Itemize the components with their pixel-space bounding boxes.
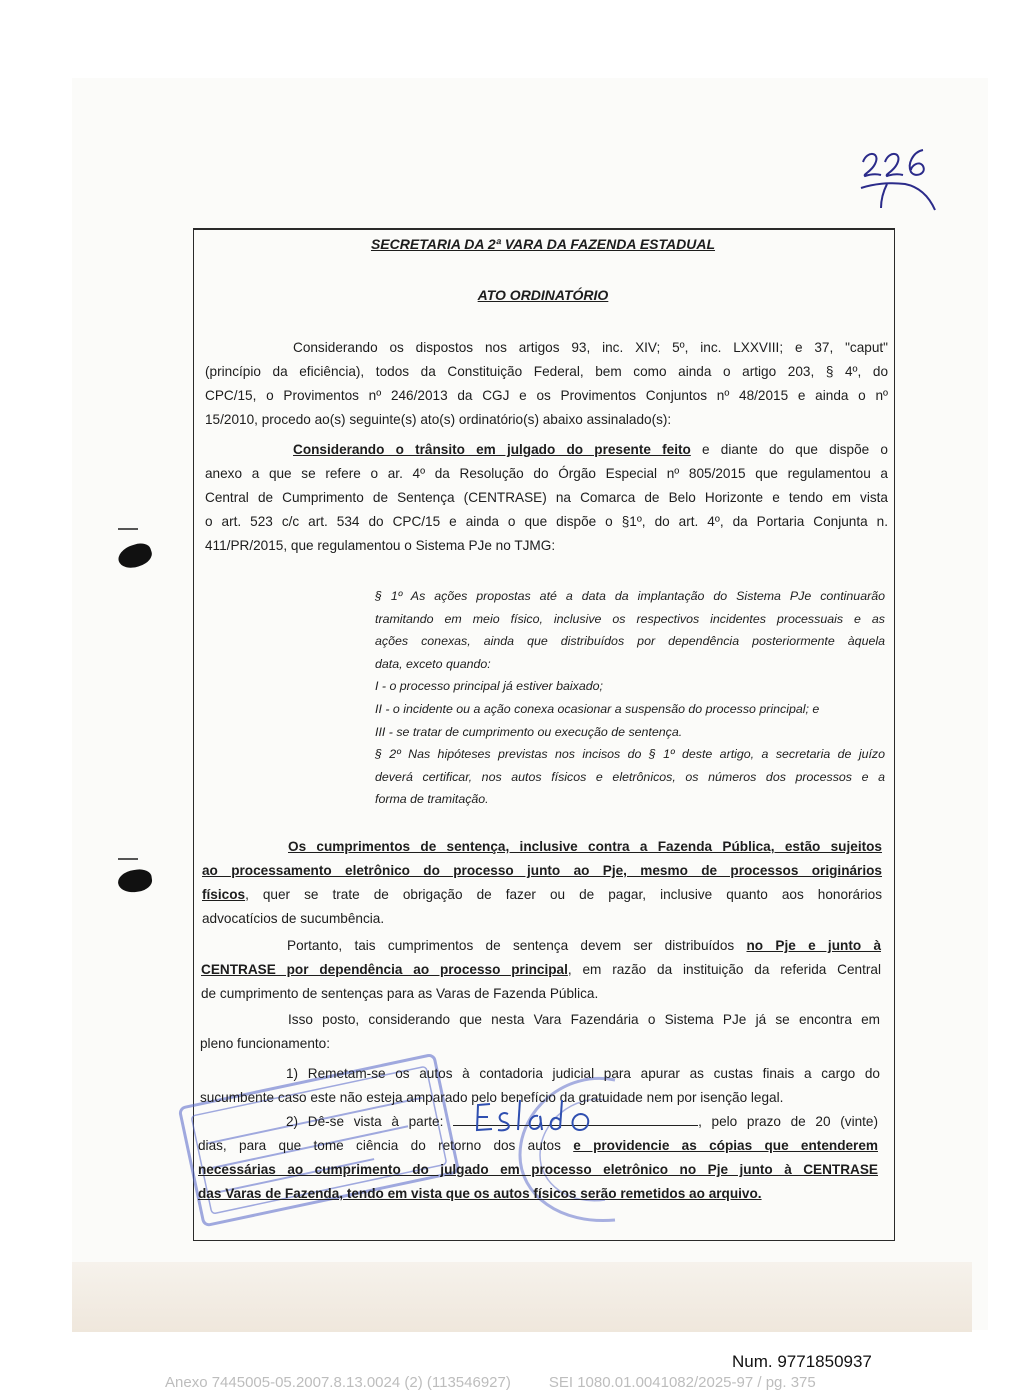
emphasis-text: físicos	[202, 887, 246, 902]
quote-line: III - se tratar de cumprimento ou execução de sentença.	[375, 724, 683, 739]
quote-line: data, exceto quando:	[375, 656, 491, 671]
quote-line: I - o processo principal já estiver baixado;	[375, 679, 603, 694]
emphasis-text: no Pje e junto à	[746, 938, 881, 953]
paragraph-transito	[205, 438, 888, 558]
text-line: necessárias ao cumprimento do julgado em processo eletrônico no Pje junto à CENTRASE	[198, 1162, 878, 1177]
text-line: 1) Remetam-se os autos à contadoria judicial para apurar as custas finais a cargo do	[286, 1066, 880, 1081]
text-line: Central de Cumprimento de Sentença (CENTRASE) na Comarca de Belo Horizonte e tendo em vista	[205, 490, 888, 505]
text-line: anexo a que se refere o ar. 4º da Resolução do Órgão Especial nº 805/2015 que regulamentou a	[205, 466, 888, 481]
text-line: ao processamento eletrônico do processo junto ao Pje, mesmo de processos originários	[202, 863, 882, 878]
text-line: (princípio da eficiência), todos da Constituição Federal, bem como ainda o artigo 203, § 4º, do	[205, 364, 888, 379]
text-line: das Varas de Fazenda, tendo em vista que os autos físicos serão remetidos ao arquivo.	[198, 1186, 762, 1201]
text-fragment: , pelo prazo de 20 (vinte)	[698, 1114, 879, 1129]
text-fragment: , quer se trate de obrigação de fazer ou de pagar, inclusive quanto aos honorários	[245, 887, 882, 902]
quote-line: forma de tramitação.	[375, 792, 489, 807]
text-line	[202, 883, 882, 907]
paragraph-portanto	[201, 934, 881, 1006]
emphasis-text: Considerando o trânsito em julgado do presente feito	[293, 442, 691, 457]
quote-line: deverá certificar, nos autos físicos e eletrônicos, os números dos processos e a	[375, 769, 885, 784]
text-line: sucumbente caso este não esteja amparado pelo benefício da gratuidade nem por isenção legal.	[200, 1090, 784, 1105]
text-line	[201, 958, 881, 982]
text-line: o art. 523 c/c art. 534 do CPC/15 e ainda o que dispõe o §1º, do art. 4º, da Portaria Conjunta n.	[205, 514, 888, 529]
document-number: Num. 9771850937	[732, 1352, 872, 1371]
punch-mark	[118, 858, 138, 860]
quote-line: § 2º Nas hipóteses previstas nos incisos do § 1º deste artigo, a secretaria de juízo	[375, 747, 885, 762]
text-line: 411/PR/2015, que regulamentou o Sistema PJe no TJMG:	[205, 538, 556, 553]
punch-mark	[118, 528, 138, 530]
paragraph-cumprimentos	[202, 835, 882, 931]
legal-quote	[375, 585, 885, 811]
quote-line: § 1º As ações propostas até a data da implantação do Sistema PJe continuarão	[375, 589, 885, 603]
text-line	[205, 438, 888, 462]
text-line: Os cumprimentos de sentença, inclusive contra a Fazenda Pública, estão sujeitos	[288, 839, 882, 854]
text-fragment: Portanto, tais cumprimentos de sentença devem ser distribuídos	[287, 938, 747, 953]
act-title: ATO ORDINATÓRIO	[477, 287, 609, 303]
text-fragment: 2) Dê-se vista à parte:	[286, 1114, 444, 1129]
sei-reference: SEI 1080.01.0041082/2025-97 / pg. 375	[548, 1374, 816, 1391]
annex-reference: Anexo 7445005-05.2007.8.13.0024 (2) (113546927)	[165, 1374, 511, 1391]
text-fragment: , em razão da instituição da referida Central	[567, 962, 881, 977]
text-line: advocatícios de sucumbência.	[202, 911, 385, 926]
quote-line: tramitando em meio físico, inclusive os respectivos incidentes processuais e as	[375, 611, 885, 626]
text-line: CPC/15, o Provimentos nº 246/2013 da CGJ e os Provimentos Conjuntos nº 48/2015 e ainda o nº	[205, 388, 888, 403]
footer-reference	[165, 1374, 816, 1391]
text-line: 15/2010, procedo ao(s) seguinte(s) ato(s) ordinatório(s) abaixo assinalado(s):	[205, 412, 672, 427]
handwritten-page-number	[855, 140, 945, 230]
text-fragment: dias, para que tome ciência do retorno dos autos	[198, 1138, 574, 1153]
text-line: de cumprimento de sentenças para as Varas de Fazenda Pública.	[201, 986, 599, 1001]
text-fragment: e diante do que dispõe o	[690, 442, 888, 457]
emphasis-text: e providencie as cópias que entenderem	[573, 1138, 878, 1153]
quote-line: ações conexas, ainda que distribuídos por dependência posteriormente àquela	[375, 634, 885, 649]
text-line: Isso posto, considerando que nesta Vara Fazendária o Sistema PJe já se encontra em	[288, 1012, 880, 1027]
handwritten-party-name	[472, 1098, 612, 1138]
text-line	[201, 934, 881, 958]
text-line: pleno funcionamento:	[200, 1036, 330, 1051]
paragraph-isso-posto	[200, 1008, 880, 1056]
quote-line: II - o incidente ou a ação conexa ocasionar a suspensão do processo principal; e	[375, 701, 820, 716]
emphasis-text: CENTRASE por dependência ao processo principal	[201, 962, 568, 977]
text-line: Considerando os dispostos nos artigos 93, inc. XIV; 5º, inc. LXXVIII; e 37, "caput"	[293, 340, 888, 355]
secretariat-heading: SECRETARIA DA 2ª VARA DA FAZENDA ESTADUAL	[370, 236, 716, 252]
folder-edge	[72, 1262, 972, 1332]
paragraph-considerations	[205, 336, 888, 432]
